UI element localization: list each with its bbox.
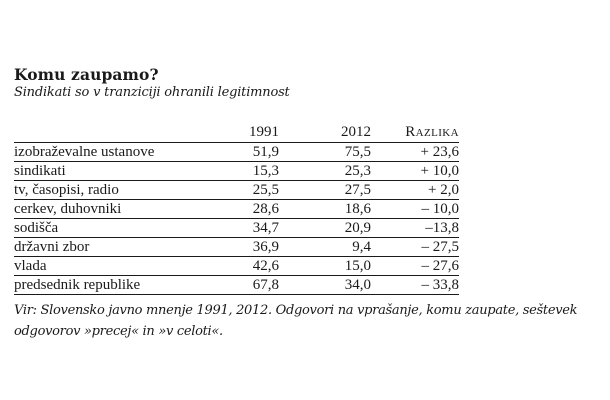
table-header-row xyxy=(14,122,459,143)
cell-difference: + 10,0 xyxy=(371,162,459,181)
figure-title: Komu zaupamo? xyxy=(14,65,159,84)
table-row xyxy=(14,181,459,200)
row-label: izobraževalne ustanove xyxy=(14,143,209,162)
row-label: predsednik republike xyxy=(14,276,209,295)
header-label xyxy=(14,122,209,143)
cell-2012: 34,0 xyxy=(279,276,371,295)
table-row xyxy=(14,219,459,238)
table-row xyxy=(14,257,459,276)
figure xyxy=(14,65,594,339)
cell-2012: 9,4 xyxy=(279,238,371,257)
cell-difference: – 10,0 xyxy=(371,200,459,219)
table-row xyxy=(14,200,459,219)
row-label: sodišča xyxy=(14,219,209,238)
table-row xyxy=(14,143,459,162)
row-label: cerkev, duhovniki xyxy=(14,200,209,219)
row-label: tv, časopisi, radio xyxy=(14,181,209,200)
cell-1991: 42,6 xyxy=(209,257,279,276)
cell-difference: – 27,6 xyxy=(371,257,459,276)
cell-difference: –13,8 xyxy=(371,219,459,238)
row-label: državni zbor xyxy=(14,238,209,257)
trust-table xyxy=(14,122,459,295)
cell-2012: 75,5 xyxy=(279,143,371,162)
table-row xyxy=(14,238,459,257)
cell-2012: 15,0 xyxy=(279,257,371,276)
cell-2012: 25,3 xyxy=(279,162,371,181)
cell-difference: – 33,8 xyxy=(371,276,459,295)
cell-2012: 18,6 xyxy=(279,200,371,219)
cell-1991: 36,9 xyxy=(209,238,279,257)
header-2012: 2012 xyxy=(279,122,371,143)
cell-difference: – 27,5 xyxy=(371,238,459,257)
cell-1991: 51,9 xyxy=(209,143,279,162)
cell-1991: 28,6 xyxy=(209,200,279,219)
cell-2012: 27,5 xyxy=(279,181,371,200)
row-label: sindikati xyxy=(14,162,209,181)
cell-1991: 15,3 xyxy=(209,162,279,181)
header-difference: Razlika xyxy=(371,122,459,143)
cell-difference: + 23,6 xyxy=(371,143,459,162)
cell-1991: 34,7 xyxy=(209,219,279,238)
source-note: Vir: Slovensko javno mnenje 1991, 2012. Odgovori na vprašanje, komu zaupate, seštevek odgovorov »precej« in »v celoti«. xyxy=(14,303,578,339)
cell-1991: 67,8 xyxy=(209,276,279,295)
table-row xyxy=(14,276,459,295)
cell-2012: 20,9 xyxy=(279,219,371,238)
figure-subtitle: Sindikati so v tranziciji ohranili legitimnost xyxy=(14,85,290,100)
cell-1991: 25,5 xyxy=(209,181,279,200)
cell-difference: + 2,0 xyxy=(371,181,459,200)
header-1991: 1991 xyxy=(209,122,279,143)
row-label: vlada xyxy=(14,257,209,276)
table-row xyxy=(14,162,459,181)
